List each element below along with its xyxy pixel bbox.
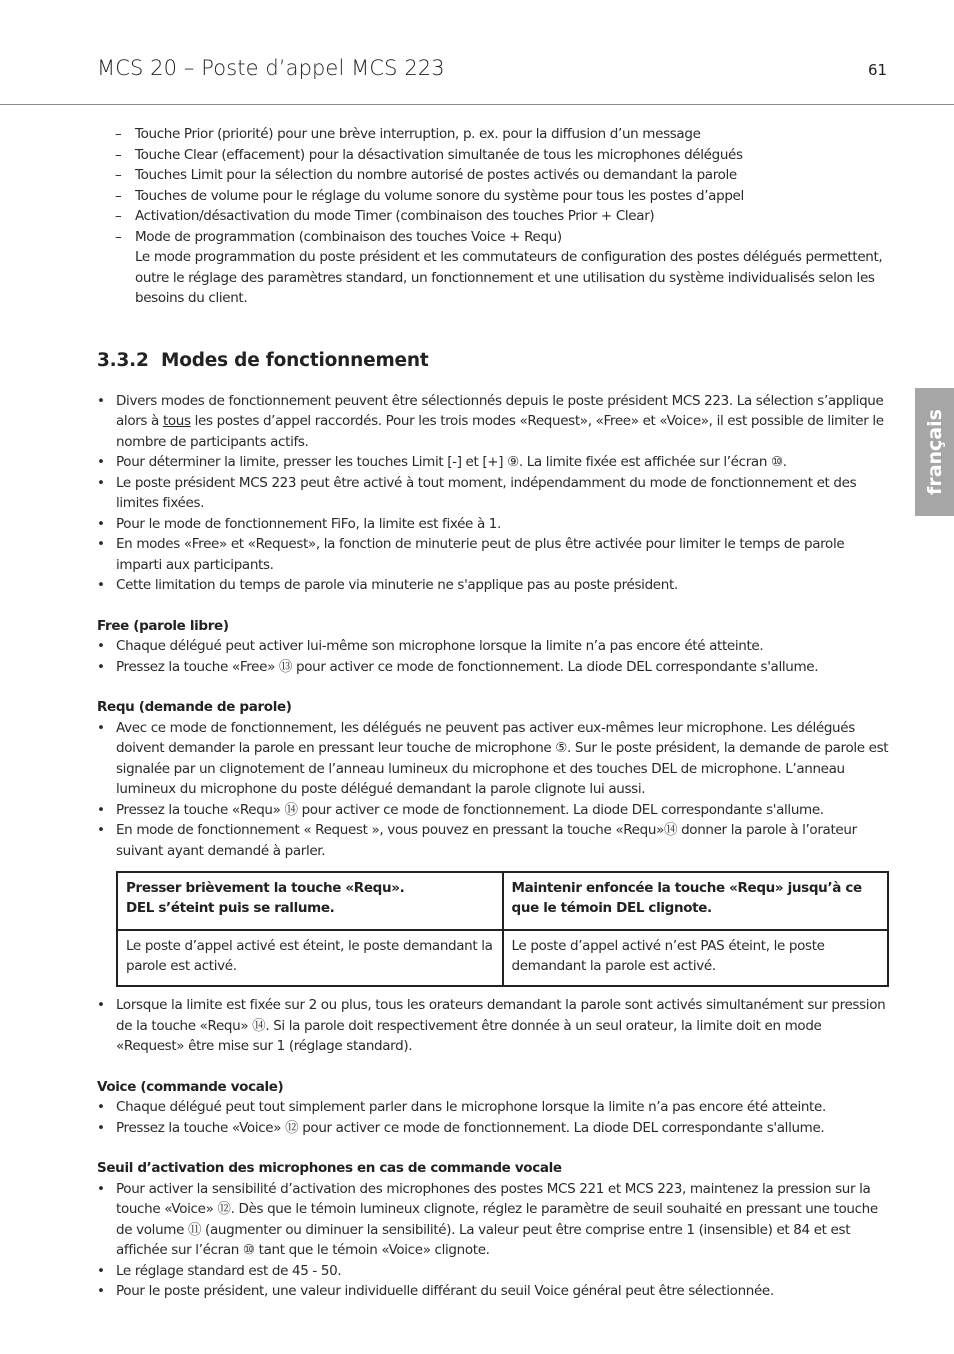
list-item: • Cette limitation du temps de parole via minuterie ne s'applique pas au poste président. bbox=[97, 575, 892, 596]
table-header-cell: Maintenir enfoncée la touche «Requ» jusqu’à ce que le témoin DEL clignote. bbox=[503, 872, 889, 930]
list-item: • Pour le mode de fonctionnement FiFo, la limite est fixée à 1. bbox=[97, 514, 892, 535]
requ-behavior-table bbox=[116, 871, 889, 987]
list-item: • Le réglage standard est de 45 - 50. bbox=[97, 1261, 892, 1282]
text-run: les postes d’appel raccordés. Pour les trois modes «Request», «Free» et «Voice», il est possible de limiter le nombre de participants actifs. bbox=[116, 413, 884, 450]
list-item: • Pressez la touche «Requ» ⑭ pour activer ce mode de fonctionnement. La diode DEL correspondante s'allume. bbox=[97, 800, 892, 821]
list-item: • Le poste président MCS 223 peut être activé à tout moment, indépendamment du mode de fonctionnement et des limites fixées. bbox=[97, 473, 892, 514]
threshold-heading: Seuil d’activation des microphones en cas de commande vocale bbox=[97, 1160, 562, 1176]
language-tab bbox=[915, 388, 954, 516]
table-cell: Le poste d’appel activé est éteint, le poste demandant la parole est activé. bbox=[117, 930, 503, 986]
list-item: • Pressez la touche «Free» ⑬ pour activer ce mode de fonctionnement. La diode DEL correspondante s'allume. bbox=[97, 657, 892, 678]
underlined-word: tous bbox=[162, 413, 191, 429]
list-item-continuation: Le mode programmation du poste président et les commutateurs de configuration des postes délégués permettent, outre le réglage des paramètres standard, un fonctionnement et une utilisation du système individualisés selon les besoins du client. bbox=[135, 249, 883, 306]
list-item bbox=[97, 391, 892, 453]
section-number: 3.3.2 bbox=[97, 349, 149, 371]
section-title: Modes de fonctionnement bbox=[161, 349, 429, 371]
requ-list bbox=[97, 718, 892, 862]
list-item: • Lorsque la limite est fixée sur 2 ou plus, tous les orateurs demandant la parole sont activés simultanément sur pression de la touche «Requ» ⑭. Si la parole doit respectivement être donnée à un seul orateur, la limite doit en mode «Request» être mise sur 1 (réglage standard). bbox=[97, 995, 892, 1057]
list-item: – Touches Limit pour la sélection du nombre autorisé de postes activés ou demandant la parole bbox=[97, 165, 892, 186]
list-item: • Avec ce mode de fonctionnement, les délégués ne peuvent pas activer eux-mêmes leur microphone. Les délégués doivent demander la parole en pressant leur touche de microphone ⑤. Sur le poste président, la demande de parole est signalée par un clignotement de l’anneau lumineux du microphone et des touches DEL de microphone. L’anneau lumineux du microphone du poste délégué demandant la parole clignote lui aussi. bbox=[97, 718, 892, 800]
page-number: 61 bbox=[868, 61, 888, 79]
list-item: – Activation/désactivation du mode Timer (combinaison des touches Prior + Clear) bbox=[97, 206, 892, 227]
section-heading bbox=[97, 349, 892, 373]
text-run: Divers modes de fonctionnement peuvent être sélectionnés depuis le poste président MCS 223. La sélection s’applique alors à bbox=[116, 392, 884, 429]
list-item: • Chaque délégué peut activer lui-même son microphone lorsque la limite n’a pas encore été atteinte. bbox=[97, 636, 892, 657]
modes-bullet-list bbox=[97, 391, 892, 596]
voice-list bbox=[97, 1097, 892, 1138]
table-header-row bbox=[117, 872, 888, 930]
list-item: • Chaque délégué peut tout simplement parler dans le microphone lorsque la limite n’a pas encore été atteinte. bbox=[97, 1097, 892, 1118]
table-header-cell bbox=[117, 872, 503, 930]
page-header-title: MCS 20 – Poste d’appel MCS 223 bbox=[97, 56, 445, 80]
list-item: • En modes «Free» et «Request», la fonction de minuterie peut de plus être activée pour limiter le temps de parole imparti aux participants. bbox=[97, 534, 892, 575]
language-tab-label: français bbox=[923, 409, 946, 495]
table-cell: Le poste d’appel activé n’est PAS éteint, le poste demandant la parole est activé. bbox=[503, 930, 889, 986]
list-item-text: Mode de programmation (combinaison des touches Voice + Requ) bbox=[135, 228, 562, 245]
list-item-with-continuation bbox=[97, 227, 892, 309]
document-body bbox=[97, 124, 892, 1302]
list-item: • Pour activer la sensibilité d’activation des microphones des postes MCS 221 et MCS 223, maintenez la pression sur la touche «Voice» ⑫. Dès que le témoin lumineux clignote, réglez le paramètre de seuil souhaité en pressant une touche de volume ⑪ (augmenter ou diminuer la sensibilité). La valeur peut être comprise entre 1 (insensible) et 84 et est affichée sur l’écran ⑩ tant que le témoin «Voice» clignote. bbox=[97, 1179, 892, 1261]
list-item: • Pour le poste président, une valeur individuelle différant du seuil Voice général peut être sélectionnée. bbox=[97, 1281, 892, 1302]
header-line: DEL s’éteint puis se rallume. bbox=[126, 900, 335, 916]
requ-heading: Requ (demande de parole) bbox=[97, 699, 292, 715]
feature-list bbox=[97, 124, 892, 309]
free-list bbox=[97, 636, 892, 677]
requ-after-table-list bbox=[97, 995, 892, 1057]
list-item: – Touche Prior (priorité) pour une brève interruption, p. ex. pour la diffusion d’un message bbox=[97, 124, 892, 145]
voice-heading: Voice (commande vocale) bbox=[97, 1078, 284, 1095]
list-item: • En mode de fonctionnement « Request », vous pouvez en pressant la touche «Requ»⑭ donner la parole à l’orateur suivant ayant demandé à parler. bbox=[97, 820, 892, 861]
list-item: – Touche Clear (effacement) pour la désactivation simultanée de tous les microphones délégués bbox=[97, 145, 892, 166]
header-divider bbox=[0, 104, 954, 105]
list-item: – Touches de volume pour le réglage du volume sonore du système pour tous les postes d’appel bbox=[97, 186, 892, 207]
free-heading: Free (parole libre) bbox=[97, 617, 229, 634]
table-row bbox=[117, 930, 888, 986]
list-item: • Pour déterminer la limite, presser les touches Limit [-] et [+] ⑨. La limite fixée est affichée sur l’écran ⑩. bbox=[97, 452, 892, 473]
list-item: • Pressez la touche «Voice» ⑫ pour activer ce mode de fonctionnement. La diode DEL correspondante s'allume. bbox=[97, 1118, 892, 1139]
header-line: Presser brièvement la touche «Requ». bbox=[126, 880, 405, 896]
threshold-list bbox=[97, 1179, 892, 1302]
